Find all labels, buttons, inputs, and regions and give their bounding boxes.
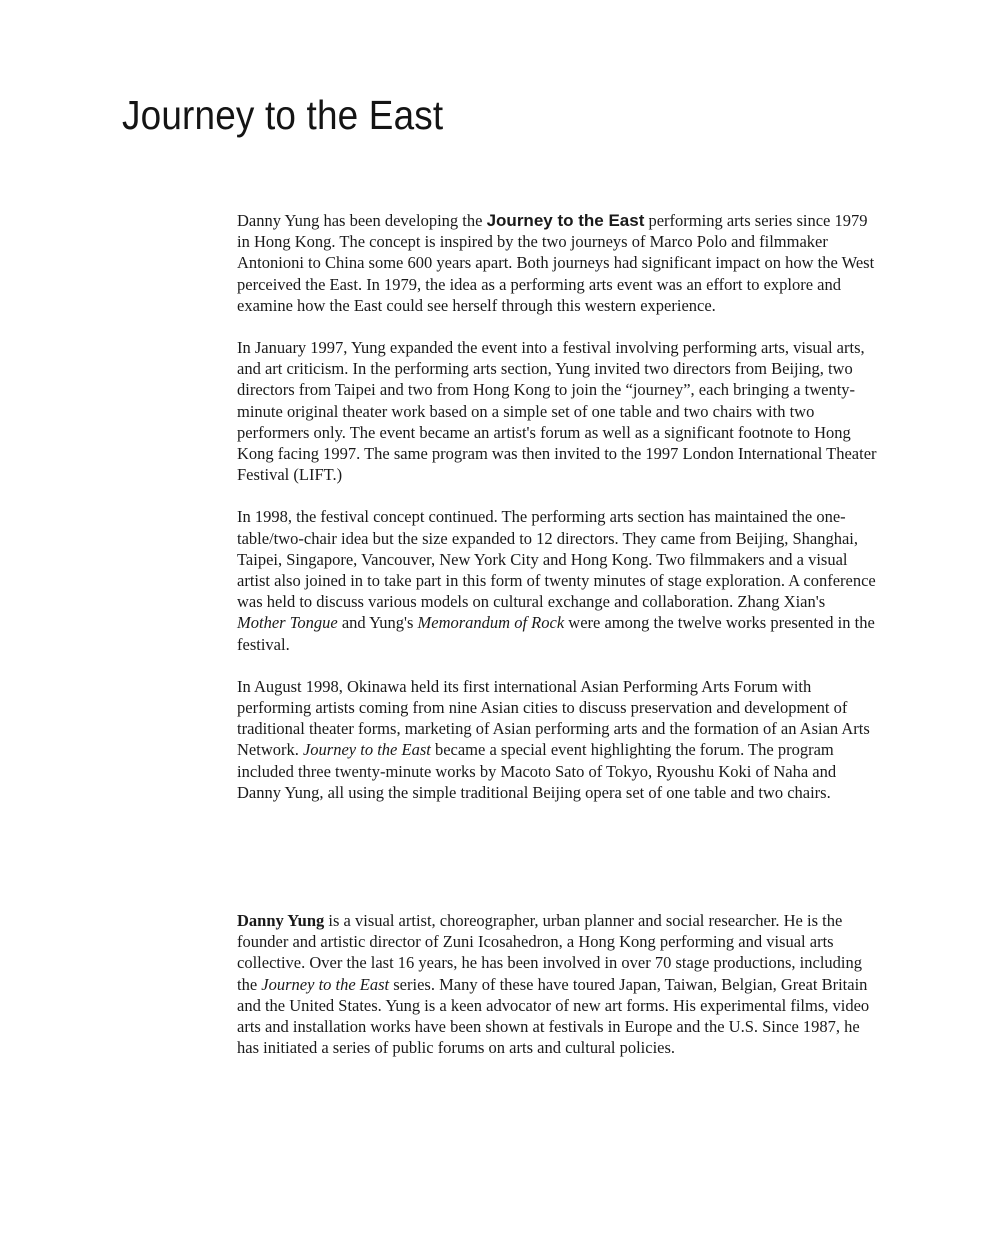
work-title-mother-tongue: Mother Tongue [237,613,338,633]
intro-section [237,210,877,824]
p3-text-end: were among the twelve works presented in the festival. [237,613,875,654]
p4-text-start: In August 1998, Okinawa held its first international Asian Performing Arts Forum with performing artists coming from nine Asian cities to discuss preservation and development of traditional theater forms, marketing of Asian performing arts and the formation of an Asian Arts Network. [237,676,870,760]
bio-series-title: Journey to the East [261,974,390,994]
bio-text-start: is a visual artist, choreographer, urban planner and social researcher. He is the founder and artistic director of Zuni Icosahedron, a Hong Kong performing and visual arts collective. Over the last 16 years, he has been involved in over 70 stage productions, including the [237,911,862,994]
intro-paragraph-3 [237,506,877,654]
p4-text-end: became a special event highlighting the forum. The program included three twenty-minute works by Macoto Sato of Tokyo, Ryoushu Koki of Naha and Danny Yung, all using the simple traditional Beijing opera set of one table and two chairs. [237,740,837,802]
bio-name: Danny Yung [237,911,325,930]
series-title-italic: Journey to the East [302,740,431,760]
p1-text-end: performing arts series since 1979 in Hong Kong. The concept is inspired by the two journeys of Marco Polo and filmmaker Antonioni to China some 600 years apart. Both journeys had significant impact on how the West perceived the East. In 1979, the idea as a performing arts event was an effort to explore and examine how the East could see herself through this western experience. [237,211,875,315]
intro-paragraph-2: In January 1997, Yung expanded the event into a festival involving performing arts, visual arts, and art criticism. In the performing arts section, Yung invited two directors from Beijing, two directors from Taipei and two from Hong Kong to join the “journey”, each bringing a twenty-minute original theater work based on a simple set of one table and two chairs with two performers only. The event became an artist's forum as well as a significant footnote to Hong Kong facing 1997. The same program was then invited to the 1997 London International Theater Festival (LIFT.) [237,338,877,485]
bio-text-end: series. Many of these have toured Japan, Taiwan, Belgian, Great Britain and the United States. Yung is a keen advocator of new art forms. His experimental films, video arts and installation works have been shown at festivals in Europe and the U.S. Since 1987, he has initiated a series of public forums on arts and cultural policies. [237,974,870,1058]
p3-text-start: In 1998, the festival concept continued. The performing arts section has maintained the one-table/two-chair idea but the size expanded to 12 directors. They came from Beijing, Shanghai, Taipei, Singapore, Vancouver, New York City and Hong Kong. Two filmmakers and a visual artist also joined in to take part in this form of twenty minutes of stage exploration. A conference was held to discuss various models on cultural exchange and collaboration. Zhang Xian's [237,507,876,612]
page-title: Journey to the East [122,92,444,138]
series-title-highlight: Journey to the East [486,211,645,230]
p3-text-middle: and Yung's [337,613,418,633]
p1-text-start: Danny Yung has been developing the [237,211,487,230]
intro-paragraph-1 [237,210,877,316]
work-title-memorandum-of-rock: Memorandum of Rock [417,613,565,633]
intro-paragraph-4 [237,676,877,803]
artist-bio [237,910,877,1058]
